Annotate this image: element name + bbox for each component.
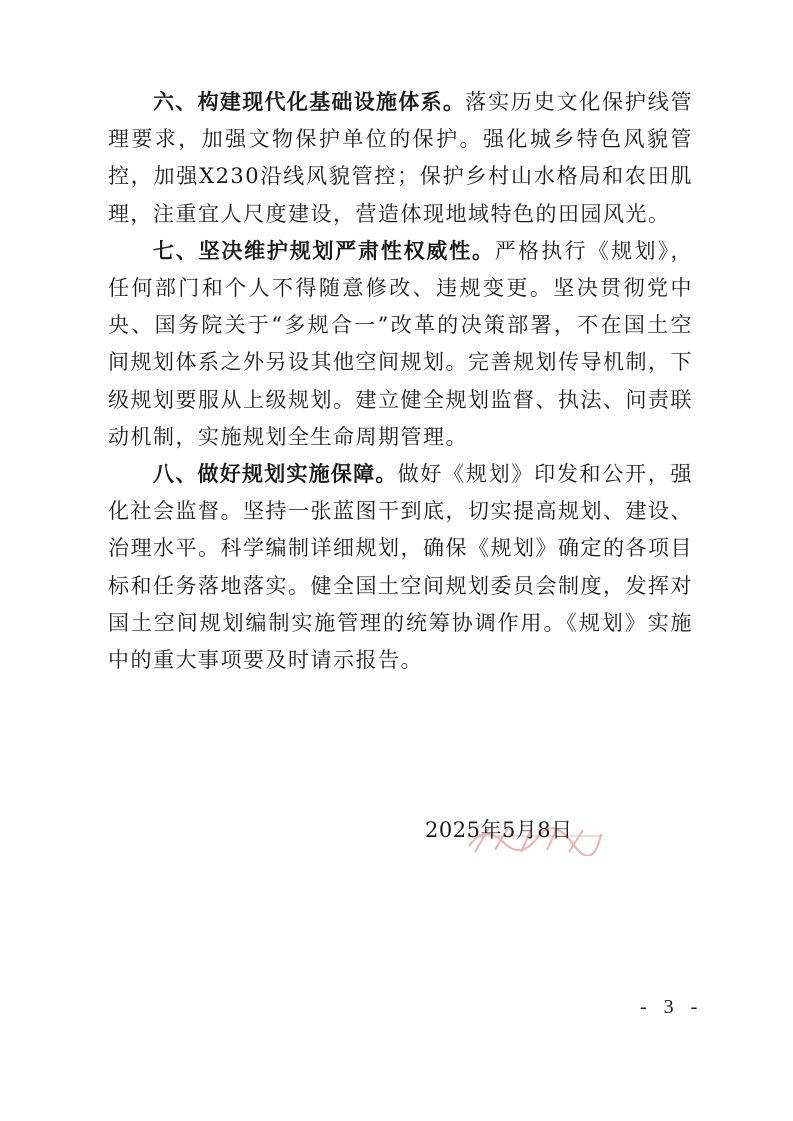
- paragraph-8-heading: 八、做好规划实施保障。: [153, 462, 398, 487]
- paragraph-6: [108, 84, 693, 233]
- paragraph-7-text: 严格执行《规划》，任何部门和个人不得随意修改、违规变更。坚决贯彻党中央、国务院关于“多规合一”改革的决策部署，不在国土空间规划体系之外另设其他空间规划。完善规划传导机制，下级规划要服从上级规划。建立健全规划监督、执法、问责联动机制，实施规划全生命周期管理。: [108, 238, 694, 449]
- page-number: - 3 -: [640, 996, 704, 1018]
- paragraph-6-text: 落实历史文化保护线管理要求，加强文物保护单位的保护。强化城乡特色风貌管控，加强X230沿线风貌管控；保护乡村山水格局和农田肌理，注重宜人尺度建设，营造体现地域特色的田园风光。: [108, 90, 694, 226]
- paragraph-7: [108, 233, 693, 456]
- paragraph-8-text: 做好《规划》印发和公开，强化社会监督。坚持一张蓝图干到底，切实提高规划、建设、治理水平。科学编制详细规划，确保《规划》确定的各项目标和任务落地落实。健全国土空间规划委员会制度，发挥对国土空间规划编制实施管理的统筹协调作用。《规划》实施中的重大事项要及时请示报告。: [108, 462, 694, 673]
- signature-date-block: [425, 810, 615, 860]
- document-date: 2025年5月8日: [425, 818, 573, 842]
- paragraph-7-heading: 七、坚决维护规划严肃性权威性。: [153, 238, 495, 263]
- document-body: [108, 84, 693, 679]
- paragraph-8: [108, 456, 693, 679]
- paragraph-6-heading: 六、构建现代化基础设施体系。: [153, 90, 466, 114]
